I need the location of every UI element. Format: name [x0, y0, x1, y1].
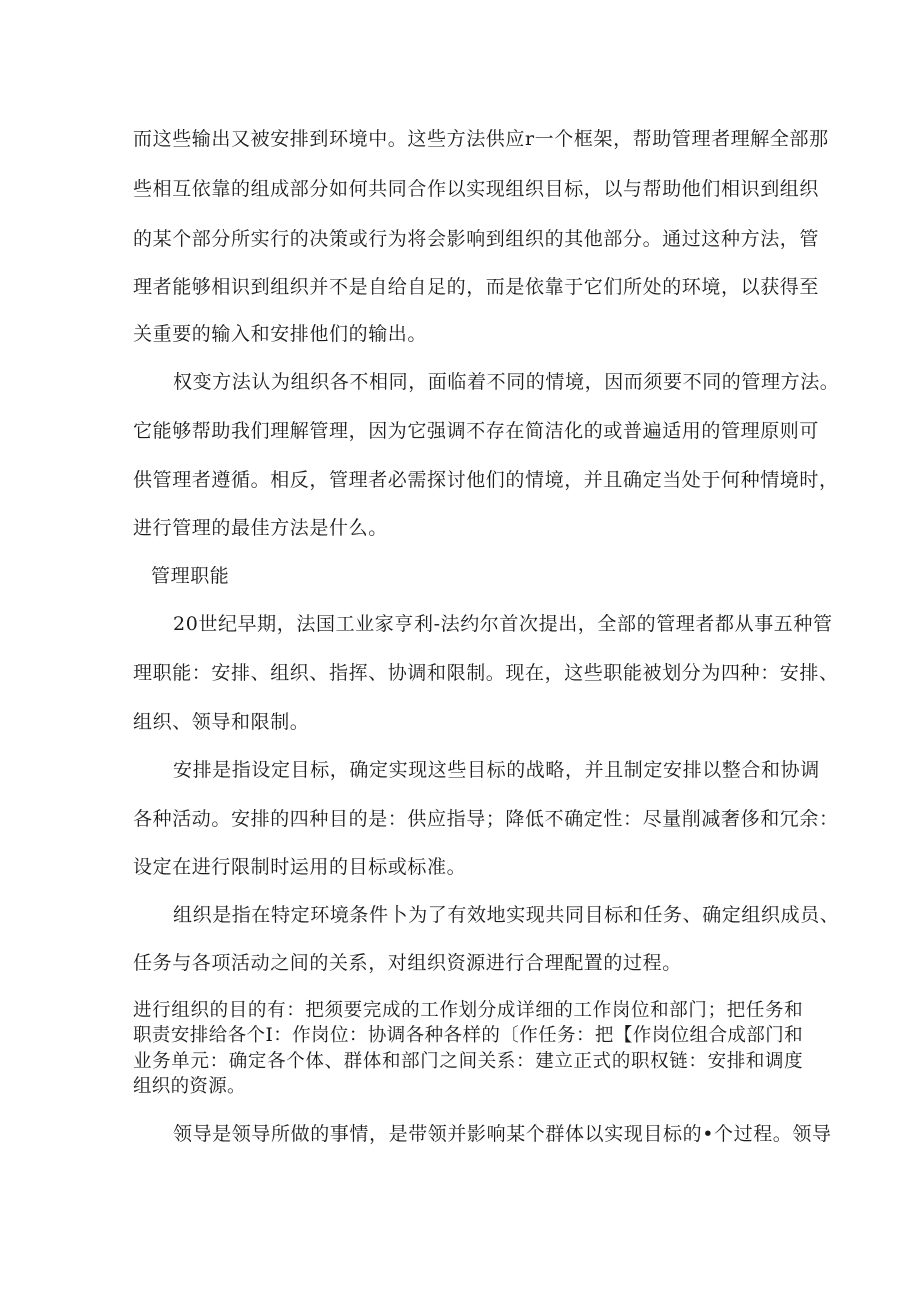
paragraph-line: 领导是领导所做的事情，是带领并影响某个群体以实现目标的•个过程。领导	[173, 1123, 832, 1145]
paragraph-line: 进行管理的最佳方法是什么。	[133, 517, 388, 539]
paragraph-line: 理者能够相识到组织并不是自给自足的，而是依靠于它们所处的环境，以获得至	[133, 276, 820, 298]
paragraph-line: 关重要的输入和安排他们的输出。	[133, 323, 428, 345]
paragraph-line: 供管理者遵循。相反，管理者必需探讨他们的情境，并且确定当处于何种情境时，	[133, 469, 839, 491]
paragraph-line: 业务单元：确定各个体、群体和部门之间关系：建立正式的职权链：安排和调度	[133, 1051, 803, 1072]
paragraph-line: 组织、领导和限制。	[133, 711, 310, 733]
paragraph-line: 而这些输出又被安排到环境中。这些方法供应r一个框架，帮助管理者理解全部那	[133, 128, 829, 150]
paragraph-line: 组织是指在特定环境条件卜为了有效地实现共同目标和任务、确定组织成员、	[173, 904, 840, 926]
paragraph-line: 职责安排给各个I：作岗位：协调各种各样的〔作任务：把【作岗位组合成部门和	[133, 1025, 803, 1046]
paragraph-line: 任务与各项活动之间的关系，对组织资源进行合理配置的过程。	[133, 952, 682, 974]
paragraph-line: 设定在进行限制时运用的目标或标准。	[133, 856, 467, 878]
paragraph-line: 组织的资源。	[133, 1076, 246, 1097]
section-heading: 管理职能	[151, 565, 230, 587]
paragraph-line: 权变方法认为组织各不相同，面临着不同的情境，因而须要不同的管理方法。	[173, 371, 840, 393]
paragraph-line: 20世纪早期，法国工业家亨利-法约尔首次提出，全部的管理者都从事五种管	[173, 613, 833, 635]
paragraph-line: 各种活动。安排的四种目的是：供应指导；降低不确定性：尽量削减奢侈和冗余：	[133, 808, 839, 830]
paragraph-line: 的某个部分所实行的决策或行为将会影响到组织的其他部分。通过这种方法，管	[133, 228, 820, 250]
paragraph-line: 些相互依靠的组成部分如何共同合作以实现组织目标，以与帮助他们相识到组织	[133, 178, 820, 200]
paragraph-line: 安排是指设定目标，确定实现这些目标的战略，并且制定安排以整合和协调	[173, 759, 820, 781]
paragraph-line: 它能够帮助我们理解管理，因为它强调不存在简洁化的或普遍适用的管理原则可	[133, 420, 820, 442]
paragraph-line: 理职能：安排、组织、指挥、协调和限制。现在，这些职能被划分为四种：安排、	[133, 662, 839, 684]
paragraph-line: 进行组织的目的有：把须要完成的工作划分成详细的工作岗位和部门；把任务和	[133, 1000, 803, 1021]
